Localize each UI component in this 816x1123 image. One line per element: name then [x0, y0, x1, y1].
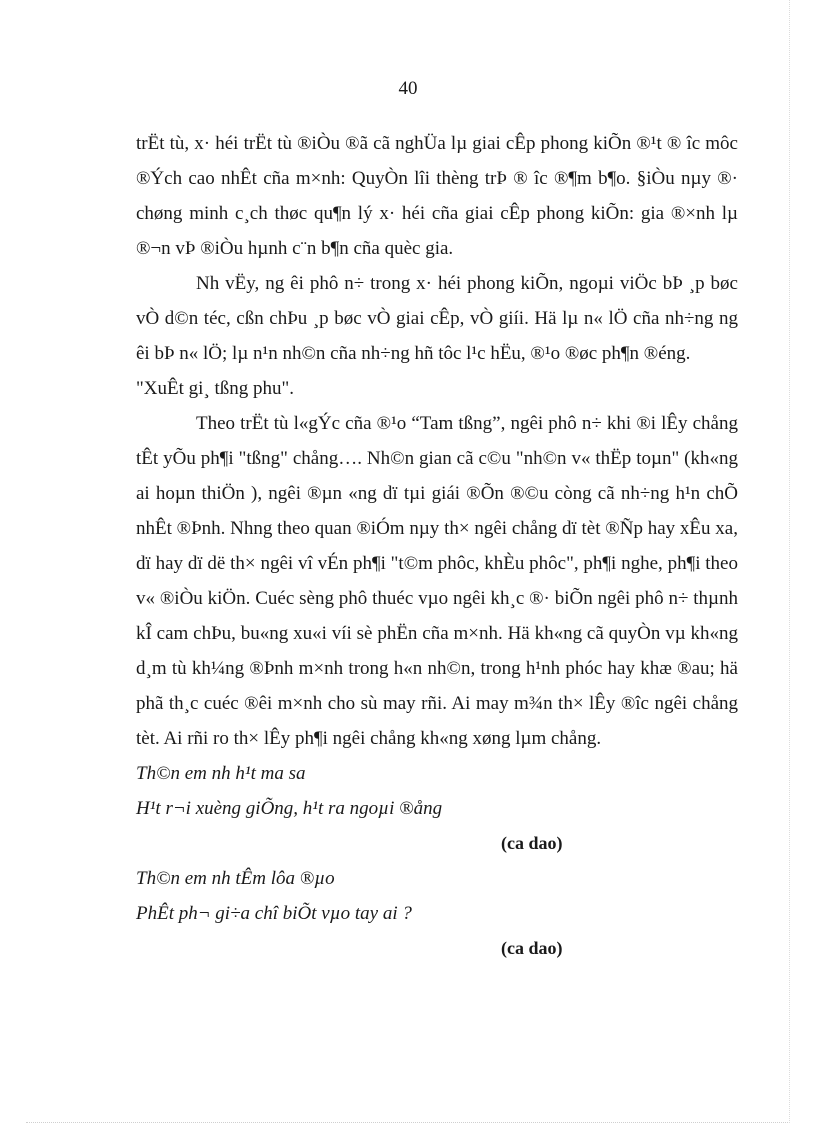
section-heading: "XuÊt gi¸ tßng phu". [136, 378, 295, 399]
verse-source: (ca dao) [501, 938, 563, 958]
page-number: 40 [398, 78, 418, 99]
verse-line: PhÊt ph¬ gi÷a chî biÕt vµo tay ai ? [136, 903, 412, 924]
page-right-border [789, 0, 790, 1123]
verse-line: Th©n em nh h¹t ma sa [136, 763, 306, 784]
verse-source: (ca dao) [501, 833, 563, 853]
verse-line: H¹t r¬i xuèng giÕng, h¹t ra ngoµi ®ång [136, 798, 443, 819]
body-text [136, 126, 738, 966]
paragraph-1: trËt tù, x· héi trËt tù ®iÒu ®ã cã nghÜa lµ giai cÊp phong kiÕn ®¹t ® îc môc ®Ých cao nhÊt cña m×nh: QuyÒn lîi thèng trÞ ® îc ®¶m b¶o. §iÒu nµy ®· chøng minh c¸ch thøc qu¶n lý x· héi cña giai cÊp phong kiÕn: gia ®×nh lµ ®¬n vÞ ®iÒu hµnh c¨n b¶n cña quèc gia. [136, 133, 738, 259]
verse-block-2 [136, 861, 738, 966]
verse-line: Th©n em nh tÊm lôa ®µo [136, 868, 335, 889]
paragraph-3: Theo trËt tù l«gÝc cña ®¹o “Tam tßng”, ngêi phô n÷ khi ®i lÊy chång tÊt yÕu ph¶i "tßng" chång…. Nh©n gian cã c©u "nh©n v« thËp toµn" (kh«ng ai hoµn thiÖn ), ngêi ®µn «ng dï tµi giái ®Õn ®©u còng cã nh÷ng h¹n chÕ nhÊt ®Þnh. Nhng theo quan ®iÓm nµy th× ngêi chång dï tèt ®Ñp hay xÊu xa, dï hay dï dë th× ngêi vî vÉn ph¶i "t©m phôc, khÈu phôc", ph¶i nghe, ph¶i theo v« ®iÒu kiÖn. Cuéc sèng phô thuéc vµo ngêi kh¸c ®· biÕn ngêi phô n÷ thµnh kÎ cam chÞu, bu«ng xu«i víi sè phËn cña m×nh. Hä kh«ng cã quyÒn vµ kh«ng d¸m tù kh¼ng ®Þnh m×nh trong h«n nh©n, trong h¹nh phóc hay khæ ®au; hä phã th¸c cuéc ®êi m×nh cho sù may rñi. Ai may m¾n th× lÊy ®îc ngêi chång tèt. Ai rñi ro th× lÊy ph¶i ngêi chång kh«ng xøng lµm chång. [136, 413, 738, 749]
verse-block-1 [136, 756, 738, 861]
paragraph-2: Nh vËy, ng êi phô n÷ trong x· héi phong kiÕn, ngoµi viÖc bÞ ¸p bøc vÒ d©n téc, cßn chÞu ¸p bøc vÒ giai cÊp, vÒ giíi. Hä lµ n« lÖ cña nh÷ng ng êi bÞ n« lÖ; lµ n¹n nh©n cña nh÷ng hñ tôc l¹c hËu, ®¹o ®øc ph¶n ®éng. [136, 273, 738, 364]
